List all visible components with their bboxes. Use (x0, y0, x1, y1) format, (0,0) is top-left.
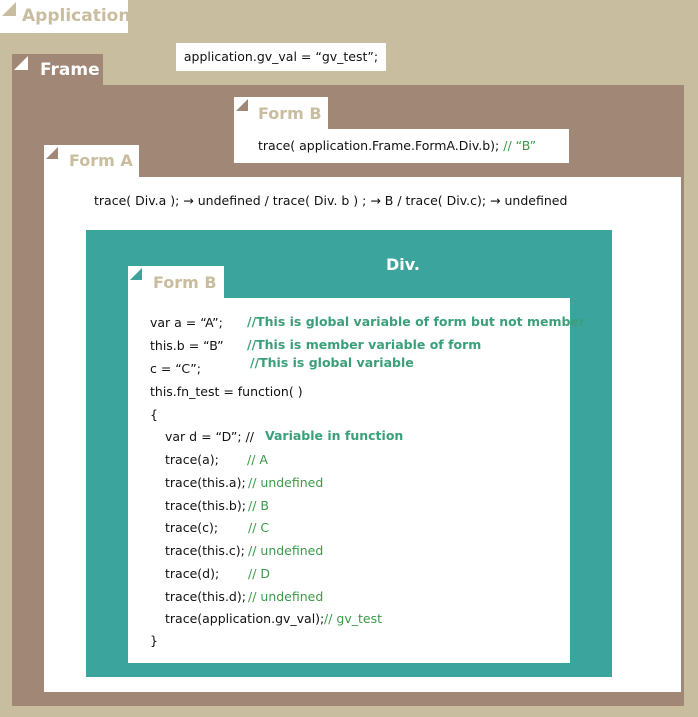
form-a-trace-line: trace( Div.a ); → undefined / trace( Div. b ) ; → B / trace( Div.c); → undefined (94, 193, 568, 208)
frame-title: Frame (40, 60, 100, 80)
application-fold-icon (2, 2, 16, 16)
form-b-top-body (234, 129, 569, 163)
code-comment: // D (248, 566, 271, 581)
code-line: var d = “D”; // (165, 429, 254, 444)
code-comment: //This is member variable of form (247, 337, 482, 352)
code-comment: // A (247, 452, 268, 467)
code-line: trace(this.d); (165, 589, 246, 604)
code-comment: Variable in function (265, 428, 404, 443)
code-comment: // undefined (248, 589, 324, 604)
code-line: } (150, 633, 158, 648)
global-variable-code: application.gv_val = “gv_test”; (176, 43, 386, 71)
form-b-top-comment: // “B” (503, 138, 537, 153)
code-comment: //This is global variable of form but not member (247, 314, 586, 329)
form-b-inner-fold-icon (130, 268, 142, 280)
form-b-inner-title: Form B (153, 273, 217, 292)
application-title: Application (22, 6, 131, 26)
form-a-fold-icon (46, 147, 58, 159)
code-line: { (150, 407, 158, 422)
code-line: trace(application.gv_val); (165, 611, 325, 626)
frame-fold-icon (14, 56, 28, 70)
code-line: c = “C”; (150, 361, 201, 376)
code-line: this.b = “B” (150, 338, 224, 353)
code-comment: //This is global variable (250, 355, 414, 370)
code-line: trace(c); (165, 520, 219, 535)
code-line: var a = “A”; (150, 315, 223, 330)
div-title: Div. (386, 255, 420, 274)
form-b-top-fold-icon (236, 99, 248, 111)
form-b-inner-panel (128, 298, 586, 663)
code-comment: // gv_test (324, 611, 382, 626)
code-line: trace(this.b); (165, 498, 246, 513)
code-comment: // undefined (248, 475, 324, 490)
code-comment: // B (248, 498, 269, 513)
form-b-top-code: trace( application.Frame.FormA.Div.b); (258, 138, 504, 153)
code-comment: // C (248, 520, 270, 535)
code-line: trace(this.a); (165, 475, 246, 490)
code-line: trace(a); (165, 452, 219, 467)
form-b-top-title: Form B (258, 104, 322, 123)
code-comment: // undefined (248, 543, 324, 558)
code-line: trace(this.c); (165, 543, 245, 558)
code-line: this.fn_test = function( ) (150, 384, 303, 399)
code-line: trace(d); (165, 566, 220, 581)
form-a-title: Form A (69, 151, 133, 170)
